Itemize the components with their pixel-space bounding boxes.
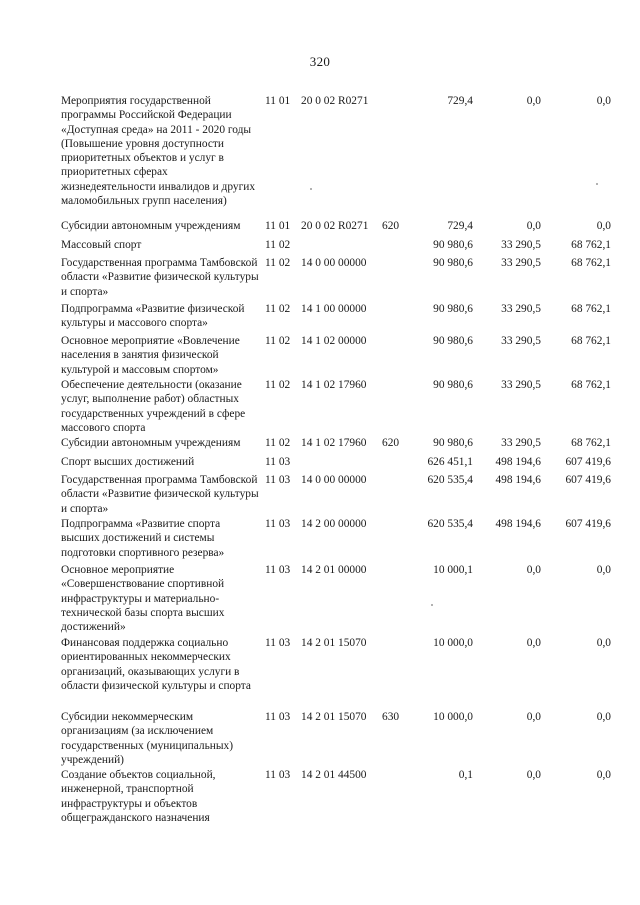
row-amount-1: 90 980,6: [433, 257, 473, 269]
row-amount-2: 33 290,5: [501, 437, 541, 449]
row-name: Массовый спорт: [61, 239, 142, 251]
row-amount-1: 90 980,6: [433, 303, 473, 315]
row-amount-1: 90 980,6: [433, 335, 473, 347]
row-amount-1: 626 451,1: [427, 456, 473, 468]
row-amount-1: 729,4: [447, 220, 473, 232]
row-expense-type: 620: [382, 220, 400, 232]
row-name: Государственная программа Тамбовской области «Развитие физической культуры и спорта»: [61, 474, 259, 515]
row-section-code: 11 02: [265, 335, 291, 347]
row-amount-2: 0,0: [526, 711, 541, 723]
row-name: Основное мероприятие «Совершенствование спортивной инфраструктуры и материально-технической базы спорта высших достижений»: [61, 564, 225, 634]
row-name: Создание объектов социальной, инженерной, транспортной инфраструктуры и объектов общегражданского назначения: [61, 769, 216, 824]
row-amount-2: 0,0: [526, 769, 541, 781]
row-section-code: 11 01: [265, 220, 291, 232]
row-amount-2: 33 290,5: [501, 303, 541, 315]
row-amount-1: 90 980,6: [433, 379, 473, 391]
row-amount-2: 0,0: [526, 564, 541, 576]
row-target-article: 14 2 01 15070: [301, 711, 367, 723]
row-target-article: 14 2 01 15070: [301, 637, 367, 649]
row-name: Подпрограмма «Развитие спорта высших достижений и системы подготовки спортивного резерва»: [61, 518, 225, 559]
row-amount-2: 498 194,6: [495, 474, 541, 486]
row-amount-1: 620 535,4: [427, 518, 473, 530]
scan-speck: [310, 188, 312, 190]
row-target-article: 14 0 00 00000: [301, 474, 367, 486]
row-target-article: 14 1 00 00000: [301, 303, 367, 315]
row-section-code: 11 02: [265, 257, 291, 269]
row-amount-3: 68 762,1: [571, 335, 611, 347]
row-amount-3: 607 419,6: [565, 474, 611, 486]
row-amount-3: 0,0: [596, 769, 611, 781]
row-name: Подпрограмма «Развитие физической культуры и массового спорта»: [61, 303, 245, 330]
row-target-article: 14 2 01 44500: [301, 769, 367, 781]
row-amount-3: 607 419,6: [565, 518, 611, 530]
row-section-code: 11 02: [265, 239, 291, 251]
row-section-code: 11 03: [265, 474, 291, 486]
row-amount-3: 0,0: [596, 95, 611, 107]
scan-speck: [431, 604, 433, 606]
row-amount-2: 498 194,6: [495, 456, 541, 468]
page-number: 320: [309, 54, 331, 69]
row-amount-2: 0,0: [526, 220, 541, 232]
row-amount-1: 729,4: [447, 95, 473, 107]
row-amount-3: 0,0: [596, 220, 611, 232]
row-target-article: 14 1 02 17960: [301, 379, 367, 391]
row-amount-1: 90 980,6: [433, 437, 473, 449]
row-amount-2: 33 290,5: [501, 379, 541, 391]
row-section-code: 11 03: [265, 518, 291, 530]
row-amount-2: 0,0: [526, 95, 541, 107]
row-amount-1: 620 535,4: [427, 474, 473, 486]
row-amount-3: 68 762,1: [571, 239, 611, 251]
row-name: Обеспечение деятельности (оказание услуг, выполнение работ) областных государственных учреждений в сфере массового спорта: [61, 379, 246, 434]
row-target-article: 20 0 02 R0271: [301, 95, 369, 107]
row-section-code: 11 01: [265, 95, 291, 107]
row-amount-2: 0,0: [526, 637, 541, 649]
row-section-code: 11 03: [265, 637, 291, 649]
row-target-article: 14 1 02 00000: [301, 335, 367, 347]
row-section-code: 11 02: [265, 303, 291, 315]
row-amount-3: 68 762,1: [571, 437, 611, 449]
row-expense-type: 620: [382, 437, 400, 449]
row-target-article: 20 0 02 R0271: [301, 220, 369, 232]
row-amount-3: 68 762,1: [571, 379, 611, 391]
row-amount-1: 10 000,0: [433, 637, 473, 649]
row-amount-2: 33 290,5: [501, 335, 541, 347]
row-amount-1: 0,1: [458, 769, 473, 781]
row-target-article: 14 2 00 00000: [301, 518, 367, 530]
row-amount-1: 10 000,0: [433, 711, 473, 723]
row-amount-3: 0,0: [596, 637, 611, 649]
row-target-article: 14 1 02 17960: [301, 437, 367, 449]
row-amount-2: 33 290,5: [501, 257, 541, 269]
row-name: Мероприятия государственной программы Российской Федерации «Доступная среда» на 2011 - 2020 годы (Повышение уровня доступности приоритетных объектов и услуг в приоритетных сферах жизнедеятельности инвалидов и других маломобильных групп населения): [61, 95, 256, 208]
row-amount-2: 498 194,6: [495, 518, 541, 530]
row-target-article: 14 0 00 00000: [301, 257, 367, 269]
row-amount-2: 33 290,5: [501, 239, 541, 251]
row-section-code: 11 02: [265, 437, 291, 449]
row-name: Субсидии автономным учреждениям: [61, 437, 241, 449]
row-amount-3: 607 419,6: [565, 456, 611, 468]
row-amount-1: 90 980,6: [433, 239, 473, 251]
scan-speck: [596, 183, 598, 185]
row-amount-1: 10 000,1: [433, 564, 473, 576]
row-amount-3: 0,0: [596, 711, 611, 723]
row-section-code: 11 03: [265, 456, 291, 468]
row-section-code: 11 03: [265, 769, 291, 781]
row-target-article: 14 2 01 00000: [301, 564, 367, 576]
row-name: Государственная программа Тамбовской области «Развитие физической культуры и спорта»: [61, 257, 259, 298]
row-name: Основное мероприятие «Вовлечение населения в занятия физической культурой и массовым спортом»: [61, 335, 240, 376]
row-amount-3: 0,0: [596, 564, 611, 576]
row-name: Финансовая поддержка социально ориентированных некоммерческих организаций, оказывающих услуги в области физической культуры и спорта: [61, 637, 251, 692]
row-section-code: 11 03: [265, 711, 291, 723]
row-name: Субсидии автономным учреждениям: [61, 220, 241, 232]
row-name: Субсидии некоммерческим организациям (за исключением государственных (муниципальных) учреждений): [61, 711, 234, 766]
row-section-code: 11 02: [265, 379, 291, 391]
row-amount-3: 68 762,1: [571, 257, 611, 269]
row-amount-3: 68 762,1: [571, 303, 611, 315]
row-expense-type: 630: [382, 711, 400, 723]
row-name: Спорт высших достижений: [61, 456, 195, 468]
row-section-code: 11 03: [265, 564, 291, 576]
